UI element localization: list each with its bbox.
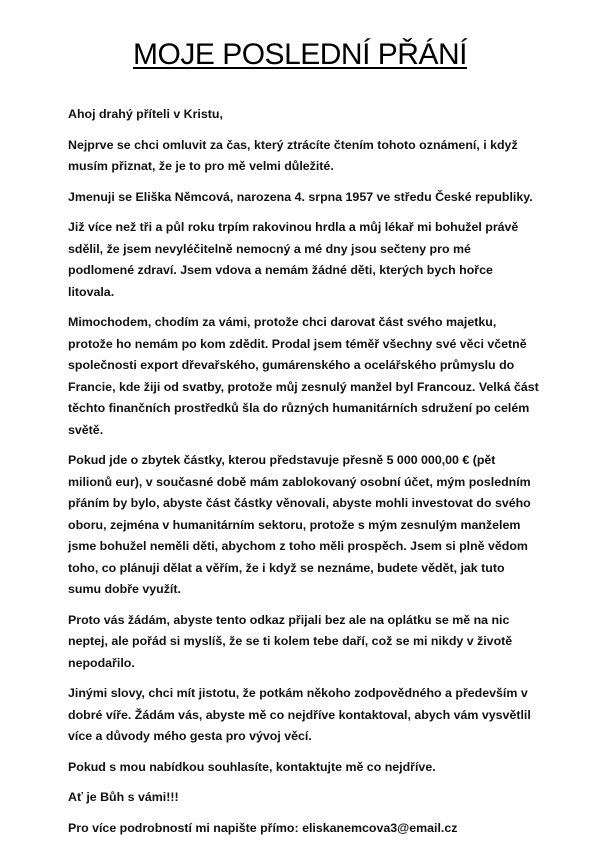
- page-title: [0, 38, 600, 72]
- contact-paragraph: Pokud s mou nabídkou souhlasíte, kontaktujte mě co nejdříve.: [68, 759, 436, 774]
- greeting-paragraph: Ahoj drahý příteli v Kristu,: [68, 107, 223, 121]
- illness-paragraph: Již více než tři a půl roku trpím rakovinou hrdla a můj lékař mi bohužel právě sdělil, že jsem nevyléčitelně nemocný a mé dny jsou sečteny pro mé podlomené zdraví. Jsem vdova a nemám žádné děti, kterých bych hořce litovala.: [68, 220, 519, 299]
- donation-paragraph: Mimochodem, chodím za vámi, protože chci darovat část svého majetku, protože ho nemám po kom zdědit. Prodal jsem téměř všechny své věci včetně společnosti export dřevařského, gumárenského a ocelářského průmyslu do Francie, kde žiji od svatby, protože můj zesnulý manžel byl Francouz. Velká část těchto finančních prostředků šla do různých humanitárních sdružení po celém světě.: [68, 315, 539, 437]
- blessing-paragraph: Ať je Bůh s vámi!!!: [68, 790, 179, 804]
- trust-paragraph: Jinými slovy, chci mít jistotu, že potkám někoho zodpovědného a především v dobré víře. Žádám vás, abyste mě co nejdříve kontaktoval, abych vám vysvětlil více a důvody mého gesta pro vývoj věcí.: [68, 686, 531, 743]
- amount-paragraph: Pokud jde o zbytek částky, kterou představuje přesně 5 000 000,00 € (pět milionů eur), v současné době mám zablokovaný osobní účet, mým posledním přáním by bylo, abyste část částky věnovali, abyste mohli investovat do svého oboru, zejména v humanitárním sektoru, protože s mým zesnulým manželem jsme bohužel neměli děti, abychom z toho měli prospěch. Jsem si plně vědom toho, co plánuji dělat a věřím, že i když se neznáme, budete vědět, jak tuto sumu dobře využít.: [68, 453, 531, 596]
- email-paragraph: Pro více podrobností mi napište přímo: eliskanemcova3@email.cz: [68, 820, 458, 835]
- apology-paragraph: Nejprve se chci omluvit za čas, který ztrácíte čtením tohoto oznámení, i když musím přiznat, že je to pro mě velmi důležité.: [68, 137, 518, 173]
- introduction-paragraph: Jmenuji se Eliška Němcová, narozena 4. srpna 1957 ve středu České republiky.: [68, 189, 533, 204]
- letter-body: [68, 104, 540, 848]
- request-paragraph: Proto vás žádám, abyste tento odkaz přijali bez ale na oplátku se mě na nic neptej, ale pořád si myslíš, že se ti kolem tebe daří, což se mi nikdy v životě nepodařilo.: [68, 612, 513, 670]
- title-text: MOJE POSLEDNÍ PŘÁNÍ: [133, 38, 467, 71]
